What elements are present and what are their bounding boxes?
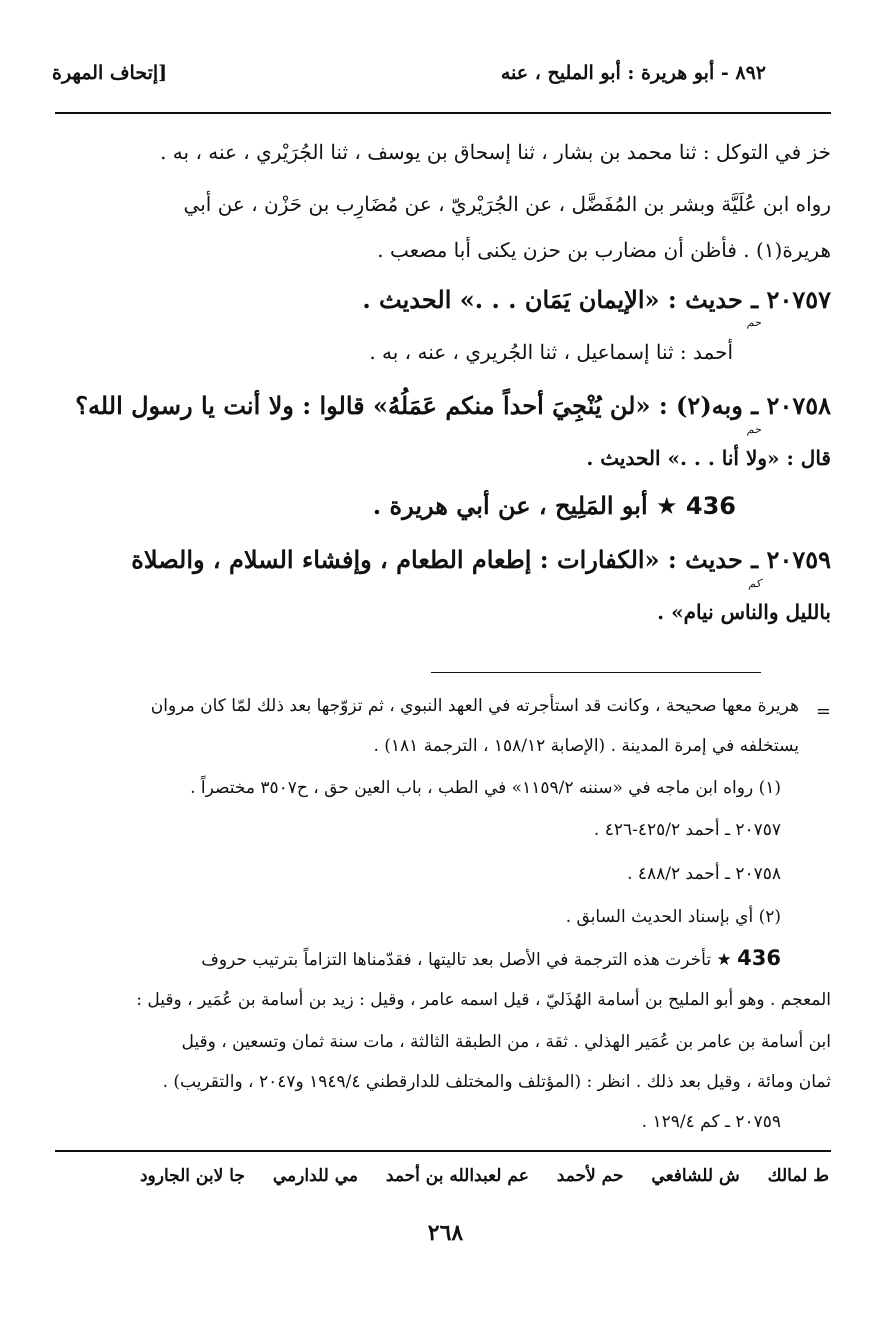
page-number: ٢٦٨ [427, 1220, 464, 1246]
star-icon: ★ [716, 950, 732, 970]
footnote-ref-20758: ٢٠٧٥٨ ـ أحمد ٤٨٨/٢ . [627, 864, 781, 884]
footnote-ref-20759: ٢٠٧٥٩ ـ كم ١٢٩/٤ . [641, 1112, 781, 1132]
body-line: خز في التوكل : ثنا محمد بن بشار ، ثنا إسحاق بن يوسف ، ثنا الجُرَيْري ، عنه ، به . [160, 140, 831, 164]
legend-item: ط لمالك [767, 1166, 829, 1186]
footnote-line: ثمان ومائة ، وقيل بعد ذلك . انظر : (المؤتلف والمختلف للدارقطني ١٩٤٩/٤ و٢٠٤٧ ، والتقريب) . [162, 1072, 831, 1092]
header-rule [55, 112, 831, 114]
source-symbol: حم [746, 316, 761, 329]
footnote-line: هريرة معها صحيحة ، وكانت قد استأجرته في العهد النبوي ، ثم تزوّجها بعد ذلك لمّا كان مروان [150, 696, 799, 716]
footnote-1: (١) رواه ابن ماجه في «سننه ١١٥٩/٢» في الطب ، باب العين حق ، ح٣٥٠٧ مختصراً . [190, 778, 781, 798]
footnote-line: ابن أسامة بن عامر بن عُمَير الهذلي . ثقة ، من الطبقة الثالثة ، مات سنة ثمان وتسعين ، وقيل [181, 1032, 831, 1052]
translation-number: 436 [737, 946, 781, 970]
translation-title: أبو المَلِيح ، عن أبي هريرة . [372, 491, 648, 520]
translation-number: 436 [685, 492, 736, 520]
body-line: هريرة(١) . فأظن أن مضارب بن حزن يكنى أبا مصعب . [377, 238, 831, 262]
hadith-20758-heading: ٢٠٧٥٨ ـ وبه(٢) : «لن يُنْجِيَ أحداً منكم عَمَلُهُ» قالوا : ولا أنت يا رسول الله؟ [75, 391, 831, 420]
source-symbol: كم [748, 577, 761, 590]
legend-item: جا لابن الجارود [139, 1166, 245, 1186]
legend-item: عم لعبدالله بن أحمد [385, 1166, 529, 1186]
hadith-20758-continuation: قال : «ولا أنا . . .» الحديث . [586, 446, 831, 470]
legend-item: مي للدارمي [272, 1166, 358, 1186]
footnote-text: تأخرت هذه الترجمة في الأصل بعد تاليتها ، فقدّمناها التزاماً بترتيب حروف [201, 950, 712, 970]
hadith-20757-chain: أحمد : ثنا إسماعيل ، ثنا الجُريري ، عنه ، به . [369, 340, 733, 364]
abbreviation-legend [55, 1166, 829, 1186]
footnote-ref-20757: ٢٠٧٥٧ ـ أحمد ٤٢٥/٢-٤٢٦ . [593, 820, 781, 840]
legend-rule [55, 1150, 831, 1152]
running-header-book: [إتحاف المهرة [52, 62, 168, 84]
continuation-mark: = [815, 701, 831, 722]
footnote-line: يستخلفه في إمرة المدينة . (الإصابة ١٥٨/١٢ ، الترجمة ١٨١) . [373, 736, 799, 756]
footnote-436 [55, 946, 781, 972]
star-icon: ★ [656, 492, 678, 520]
translation-436-heading [55, 492, 736, 520]
legend-item: حم لأحمد [556, 1166, 624, 1186]
hadith-20759-continuation: بالليل والناس نيام» . [657, 600, 831, 624]
footnote-line: المعجم . وهو أبو المليح بن أسامة الهُذَليّ ، قيل اسمه عامر ، وقيل : زيد بن أسامة بن عُمَير ، وقيل : [136, 990, 831, 1010]
hadith-20759-heading: ٢٠٧٥٩ ـ حديث : «الكفارات : إطعام الطعام ، وإفشاء السلام ، والصلاة [131, 545, 831, 574]
source-symbol: حم [746, 423, 761, 436]
footnote-rule [431, 672, 761, 673]
legend-item: ش للشافعي [651, 1166, 740, 1186]
running-header-title: ٨٩٢ - أبو هريرة : أبو المليح ، عنه [500, 62, 766, 84]
footnote-2: (٢) أي بإسناد الحديث السابق . [565, 907, 781, 927]
hadith-20757-heading: ٢٠٧٥٧ ـ حديث : «الإيمان يَمَان . . .» الحديث . [362, 285, 831, 314]
body-line: رواه ابن عُلَيَّة وبشر بن المُفَضَّل ، عن الجُرَيْريّ ، عن مُضَارِب بن حَزْن ، عن أبي [183, 192, 831, 216]
